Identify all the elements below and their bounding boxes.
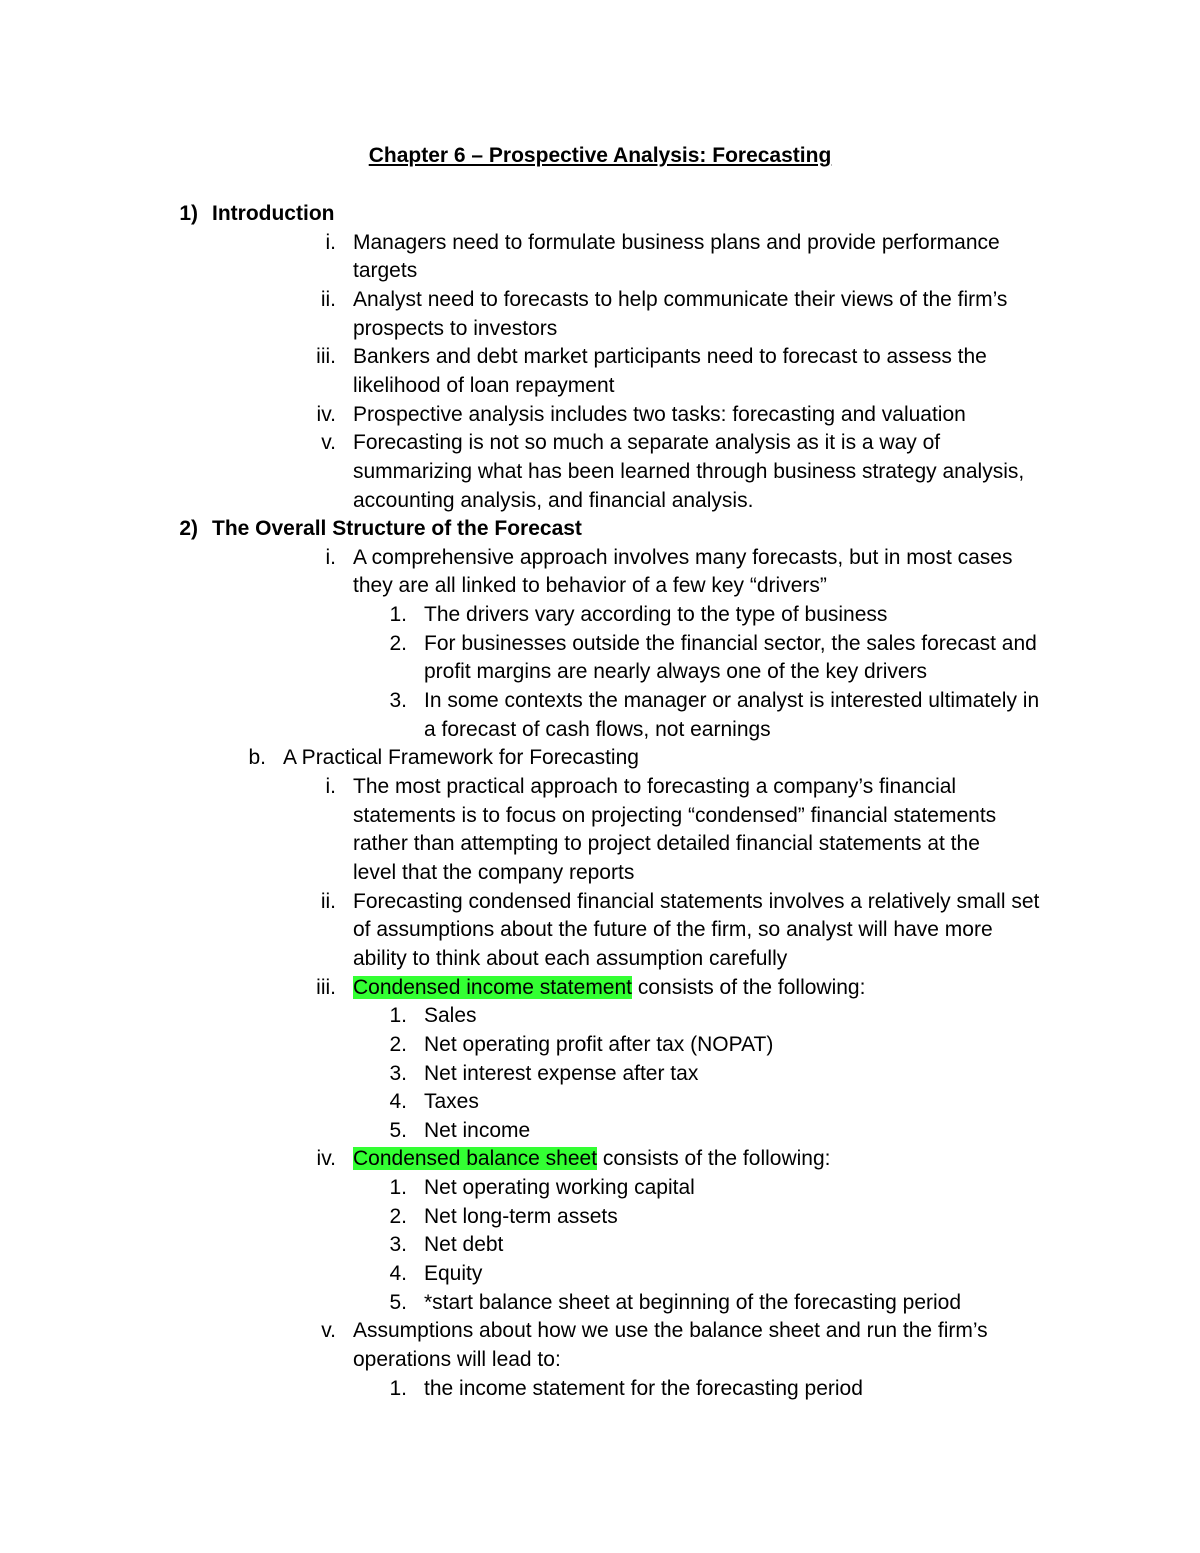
- list-item: [0, 487, 1200, 516]
- list-text: [283, 744, 639, 773]
- list-marker: 1.: [389, 1376, 407, 1400]
- list-marker: 1): [179, 202, 198, 225]
- list-text: [353, 888, 1039, 917]
- list-text-content: A comprehensive approach involves many forecasts, but in most cases: [353, 545, 1013, 569]
- list-text: [353, 572, 827, 601]
- list-text-content: operations will lead to:: [353, 1348, 561, 1371]
- list-text: [212, 515, 582, 544]
- list-item: [0, 257, 1200, 286]
- list-text-content: Forecasting condensed financial statements involves a relatively small set: [353, 889, 1040, 913]
- list-item: [0, 974, 1200, 1003]
- list-text-content: likelihood of loan repayment: [353, 373, 615, 397]
- list-item: [0, 830, 1200, 859]
- list-marker: i.: [325, 230, 336, 254]
- list-text: [212, 200, 334, 229]
- list-text-content: Analyst need to forecasts to help communicate their views of the firm’s: [353, 287, 1008, 311]
- list-text: [424, 1117, 530, 1146]
- list-text: [424, 1203, 618, 1232]
- list-text-content: Net operating working capital: [424, 1176, 695, 1200]
- list-item: [0, 1088, 1200, 1117]
- list-text: [353, 1145, 830, 1174]
- list-item: [0, 630, 1200, 659]
- list-text-content: Net debt: [424, 1233, 504, 1257]
- list-item: [0, 888, 1200, 917]
- list-text: [424, 1260, 482, 1289]
- list-marker: iv.: [316, 402, 336, 426]
- list-text-content: summarizing what has been learned through business strategy analysis,: [353, 459, 1025, 483]
- list-marker: 2.: [389, 1032, 407, 1056]
- list-text: [424, 1002, 477, 1031]
- list-text: [424, 630, 1037, 659]
- list-text: [353, 1346, 561, 1375]
- list-item: [0, 773, 1200, 802]
- list-marker: iii.: [316, 345, 336, 369]
- list-text-content: Taxes: [424, 1090, 479, 1114]
- list-text-content: The drivers vary according to the type of business: [424, 603, 888, 627]
- list-item: [0, 802, 1200, 831]
- list-item: [0, 1031, 1200, 1060]
- list-text: [353, 859, 634, 888]
- list-item: [0, 544, 1200, 573]
- list-marker: 3.: [389, 1233, 407, 1257]
- list-text: [353, 1317, 988, 1346]
- list-marker: iii.: [316, 975, 336, 999]
- list-text: [424, 1060, 698, 1089]
- section-heading: [0, 515, 1200, 544]
- list-item: [0, 658, 1200, 687]
- list-text-content: they are all linked to behavior of a few key “drivers”: [353, 574, 827, 598]
- list-text: [424, 1375, 863, 1404]
- list-text-content: Bankers and debt market participants need to forecast to assess the: [353, 345, 987, 369]
- list-item: [0, 1002, 1200, 1031]
- list-item: [0, 1231, 1200, 1260]
- list-text: [424, 1289, 961, 1318]
- list-marker: ii.: [320, 287, 336, 311]
- list-text-content: The Overall Structure of the Forecast: [212, 517, 582, 541]
- list-marker: 1.: [389, 1004, 407, 1028]
- list-text-content: rather than attempting to project detailed financial statements at the: [353, 832, 980, 856]
- list-text-content: Net operating profit after tax (NOPAT): [424, 1032, 774, 1056]
- list-text-content: Managers need to formulate business plans and provide performance: [353, 230, 1000, 254]
- list-item: [0, 343, 1200, 372]
- list-text-content: consists of the following:: [597, 1147, 831, 1171]
- list-item: [0, 229, 1200, 258]
- list-item: [0, 1145, 1200, 1174]
- list-text-content: Net income: [424, 1118, 531, 1142]
- list-text-content: profit margins are nearly always one of the key drivers: [424, 660, 928, 684]
- list-item: [0, 916, 1200, 945]
- list-item: [0, 1317, 1200, 1346]
- list-marker: 5.: [389, 1290, 407, 1314]
- list-text-content: the income statement for the forecasting period: [424, 1376, 863, 1400]
- document-title: Chapter 6 – Prospective Analysis: Forecasting: [368, 144, 832, 167]
- highlighted-term: Condensed income statement: [353, 975, 632, 999]
- list-text-content: Forecasting is not so much a separate analysis as it is a way of: [353, 431, 941, 455]
- list-text: [353, 229, 1000, 258]
- list-text: [353, 974, 865, 1003]
- list-marker: v.: [321, 431, 336, 455]
- highlighted-term: Condensed balance sheet: [353, 1147, 598, 1171]
- list-text-content: *start balance sheet at beginning of the forecasting period: [424, 1290, 962, 1314]
- list-marker: 3.: [389, 689, 407, 713]
- list-text: [424, 601, 887, 630]
- list-marker: 3.: [389, 1061, 407, 1085]
- list-marker: 1.: [389, 1176, 407, 1200]
- list-item: [0, 687, 1200, 716]
- list-marker: 2): [179, 517, 198, 541]
- list-text-content: Equity: [424, 1262, 483, 1286]
- list-text-content: prospects to investors: [353, 316, 558, 340]
- list-marker: 2.: [389, 631, 407, 655]
- list-text-content: Sales: [424, 1004, 477, 1028]
- list-text: [353, 544, 1013, 573]
- list-text: [353, 315, 557, 344]
- list-text-content: In some contexts the manager or analyst is interested ultimately in: [424, 689, 1040, 713]
- list-text-content: For businesses outside the financial sector, the sales forecast and: [424, 631, 1037, 655]
- list-item: [0, 315, 1200, 344]
- list-item: [0, 429, 1200, 458]
- list-marker: i.: [325, 545, 336, 569]
- list-text: [353, 773, 956, 802]
- list-text: [353, 916, 993, 945]
- list-item: [0, 716, 1200, 745]
- list-text: [353, 945, 787, 974]
- list-item: [0, 1060, 1200, 1089]
- list-item: [0, 1346, 1200, 1375]
- list-text-content: level that the company reports: [353, 860, 635, 884]
- list-item: [0, 572, 1200, 601]
- list-marker: v.: [321, 1319, 336, 1343]
- list-item: [0, 1174, 1200, 1203]
- list-item: [0, 744, 1200, 773]
- list-text: [353, 257, 417, 286]
- list-text: [353, 401, 966, 430]
- list-item: [0, 401, 1200, 430]
- list-text-content: consists of the following:: [632, 975, 866, 999]
- list-marker: i.: [325, 775, 336, 798]
- list-marker: iv.: [316, 1147, 336, 1171]
- list-marker: 5.: [389, 1118, 407, 1142]
- list-text-content: a forecast of cash flows, not earnings: [424, 717, 771, 741]
- list-marker: 4.: [389, 1090, 407, 1114]
- list-text-content: A Practical Framework for Forecasting: [283, 746, 639, 770]
- list-item: [0, 286, 1200, 315]
- list-text: [424, 1174, 695, 1203]
- list-text: [353, 286, 1007, 315]
- list-text-content: Assumptions about how we use the balance sheet and run the firm’s: [353, 1319, 988, 1343]
- list-text-content: accounting analysis, and financial analysis.: [353, 488, 754, 512]
- list-item: [0, 601, 1200, 630]
- list-text: [424, 1031, 773, 1060]
- section-heading: [0, 200, 1200, 229]
- list-text: [353, 372, 615, 401]
- list-text: [353, 802, 996, 831]
- list-marker: ii.: [320, 889, 336, 913]
- list-text: [424, 716, 771, 745]
- list-text: [424, 687, 1039, 716]
- list-marker: b.: [248, 746, 266, 770]
- list-item: [0, 1289, 1200, 1318]
- list-text-content: Net interest expense after tax: [424, 1061, 699, 1085]
- list-text: [424, 658, 927, 687]
- list-item: [0, 458, 1200, 487]
- list-text-content: Introduction: [212, 202, 335, 225]
- list-text-content: of assumptions about the future of the firm, so analyst will have more: [353, 918, 993, 942]
- list-item: [0, 1117, 1200, 1146]
- list-item: [0, 1375, 1200, 1404]
- list-marker: 4.: [389, 1262, 407, 1286]
- list-text: [353, 429, 940, 458]
- list-text: [424, 1088, 479, 1117]
- list-text-content: The most practical approach to forecasting a company’s financial: [353, 775, 957, 798]
- list-item: [0, 945, 1200, 974]
- list-text: [353, 458, 1024, 487]
- list-text: [353, 343, 987, 372]
- list-item: [0, 1203, 1200, 1232]
- list-text: [353, 487, 753, 516]
- list-text-content: Net long-term assets: [424, 1204, 618, 1228]
- list-item: [0, 1260, 1200, 1289]
- list-text: [424, 1231, 503, 1260]
- list-text-content: targets: [353, 259, 418, 283]
- list-text-content: ability to think about each assumption carefully: [353, 946, 788, 970]
- list-item: [0, 859, 1200, 888]
- list-text: [353, 830, 980, 859]
- list-text-content: Prospective analysis includes two tasks: forecasting and valuation: [353, 402, 966, 426]
- list-marker: 2.: [389, 1204, 407, 1228]
- list-item: [0, 372, 1200, 401]
- list-text-content: statements is to focus on projecting “condensed” financial statements: [353, 803, 997, 827]
- list-marker: 1.: [389, 603, 407, 627]
